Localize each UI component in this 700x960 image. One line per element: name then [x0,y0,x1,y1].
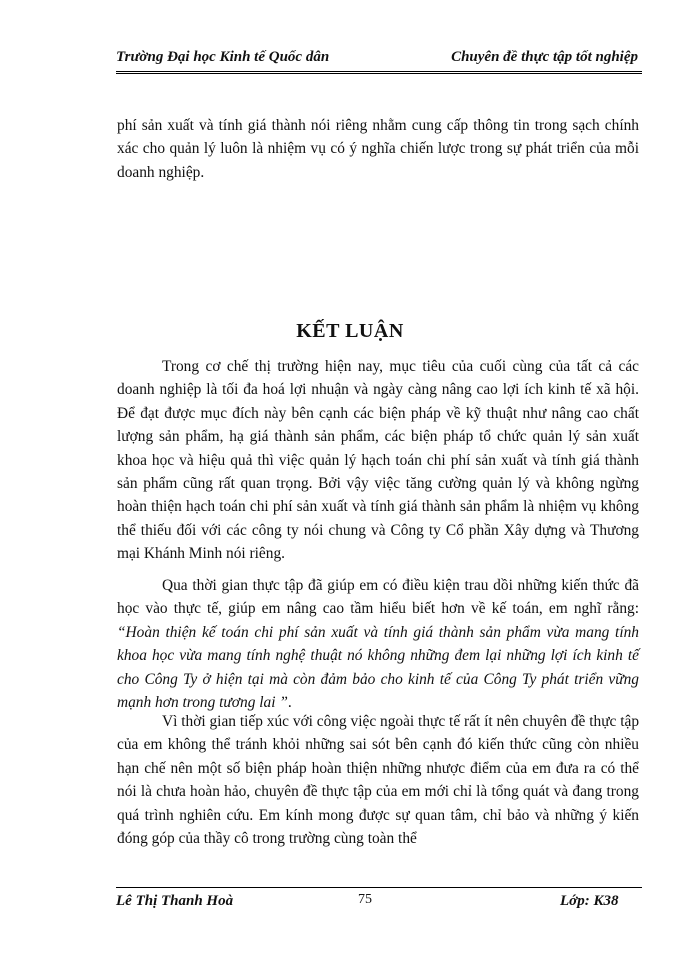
conclusion-paragraph-1: Trong cơ chế thị trường hiện nay, mục tiêu của cuối cùng của tất cả các doanh nghiệp là tối đa hoá lợi nhuận và ngày càng nâng cao lợi ích kinh tế xã hội. Để đạt được mục đích này bên cạnh các biện pháp về kỹ thuật như nâng cao chất lượng sản phẩm, hạ giá thành sản phẩm, các biện pháp tổ chức quản lý sản xuất khoa học và hiệu quả thì việc quản lý hạch toán chi phí sản xuất và tính giá thành sản phẩm cũng rất quan trọng. Bởi vậy việc tăng cường quản lý và không ngừng hoàn thiện hạch toán chi phí sản xuất và tính giá thành sản phẩm là nhiệm vụ không thể thiếu đối với các công ty nói chung và Công ty Cổ phần Xây dựng và Thương mại Khánh Minh nói riêng. [117,358,639,563]
footer-author: Lê Thị Thanh Hoà [116,893,234,909]
header-rule-top [116,71,642,72]
footer-rule [116,887,642,888]
header-university: Trường Đại học Kinh tế Quốc dân [116,49,330,65]
header-document-type: Chuyên đề thực tập tốt nghiệp [451,49,638,65]
section-title: KẾT LUẬN [296,320,404,342]
conclusion-paragraph-3: Vì thời gian tiếp xúc với công việc ngoài thực tế rất ít nên chuyên đề thực tập của em không thể tránh khỏi những sai sót bên cạnh đó kiến thức cũng còn nhiều hạn chế nên một số biện pháp hoàn thiện những nhược điểm của em đưa ra có thể nói là chưa hoàn hảo, chuyên đề thực tập của em mới chỉ là tổng quát và đang trong quá trình nghiên cứu. Em kính mong được sự quan tâm, chỉ bảo và những ý kiến đóng góp của thầy cô trong trường cùng toàn thể [117,713,640,848]
page-number: 75 [358,892,372,907]
footer-class: Lớp: K38 [560,893,619,909]
paragraph-2-lead: Qua thời gian thực tập đã giúp em có điều kiện trau dồi những kiến thức đã học vào thực tế, giúp em nâng cao tầm hiểu biết hơn về kế toán, em nghĩ rằng: [117,577,639,618]
intro-paragraph: phí sản xuất và tính giá thành nói riêng nhằm cung cấp thông tin trong sạch chính xác cho quản lý luôn là nhiệm vụ có ý nghĩa chiến lược trong sự phát triển của mỗi doanh nghiệp. [117,117,639,181]
conclusion-paragraph-2 [117,574,639,714]
running-header [116,49,638,69]
paragraph-2-quote: “Hoàn thiện kế toán chi phí sản xuất và tính giá thành sản phẩm vừa mang tính khoa học vừa mang tính nghệ thuật nó không những đem lại những lợi ích kinh tế cho Công Ty ở hiện tại mà còn đảm bảo cho kinh tế của Công Ty phát triển vững mạnh hơn trong tương lai ” [117,623,639,712]
header-rule-bottom [116,73,642,74]
paragraph-2-end: . [287,694,292,712]
